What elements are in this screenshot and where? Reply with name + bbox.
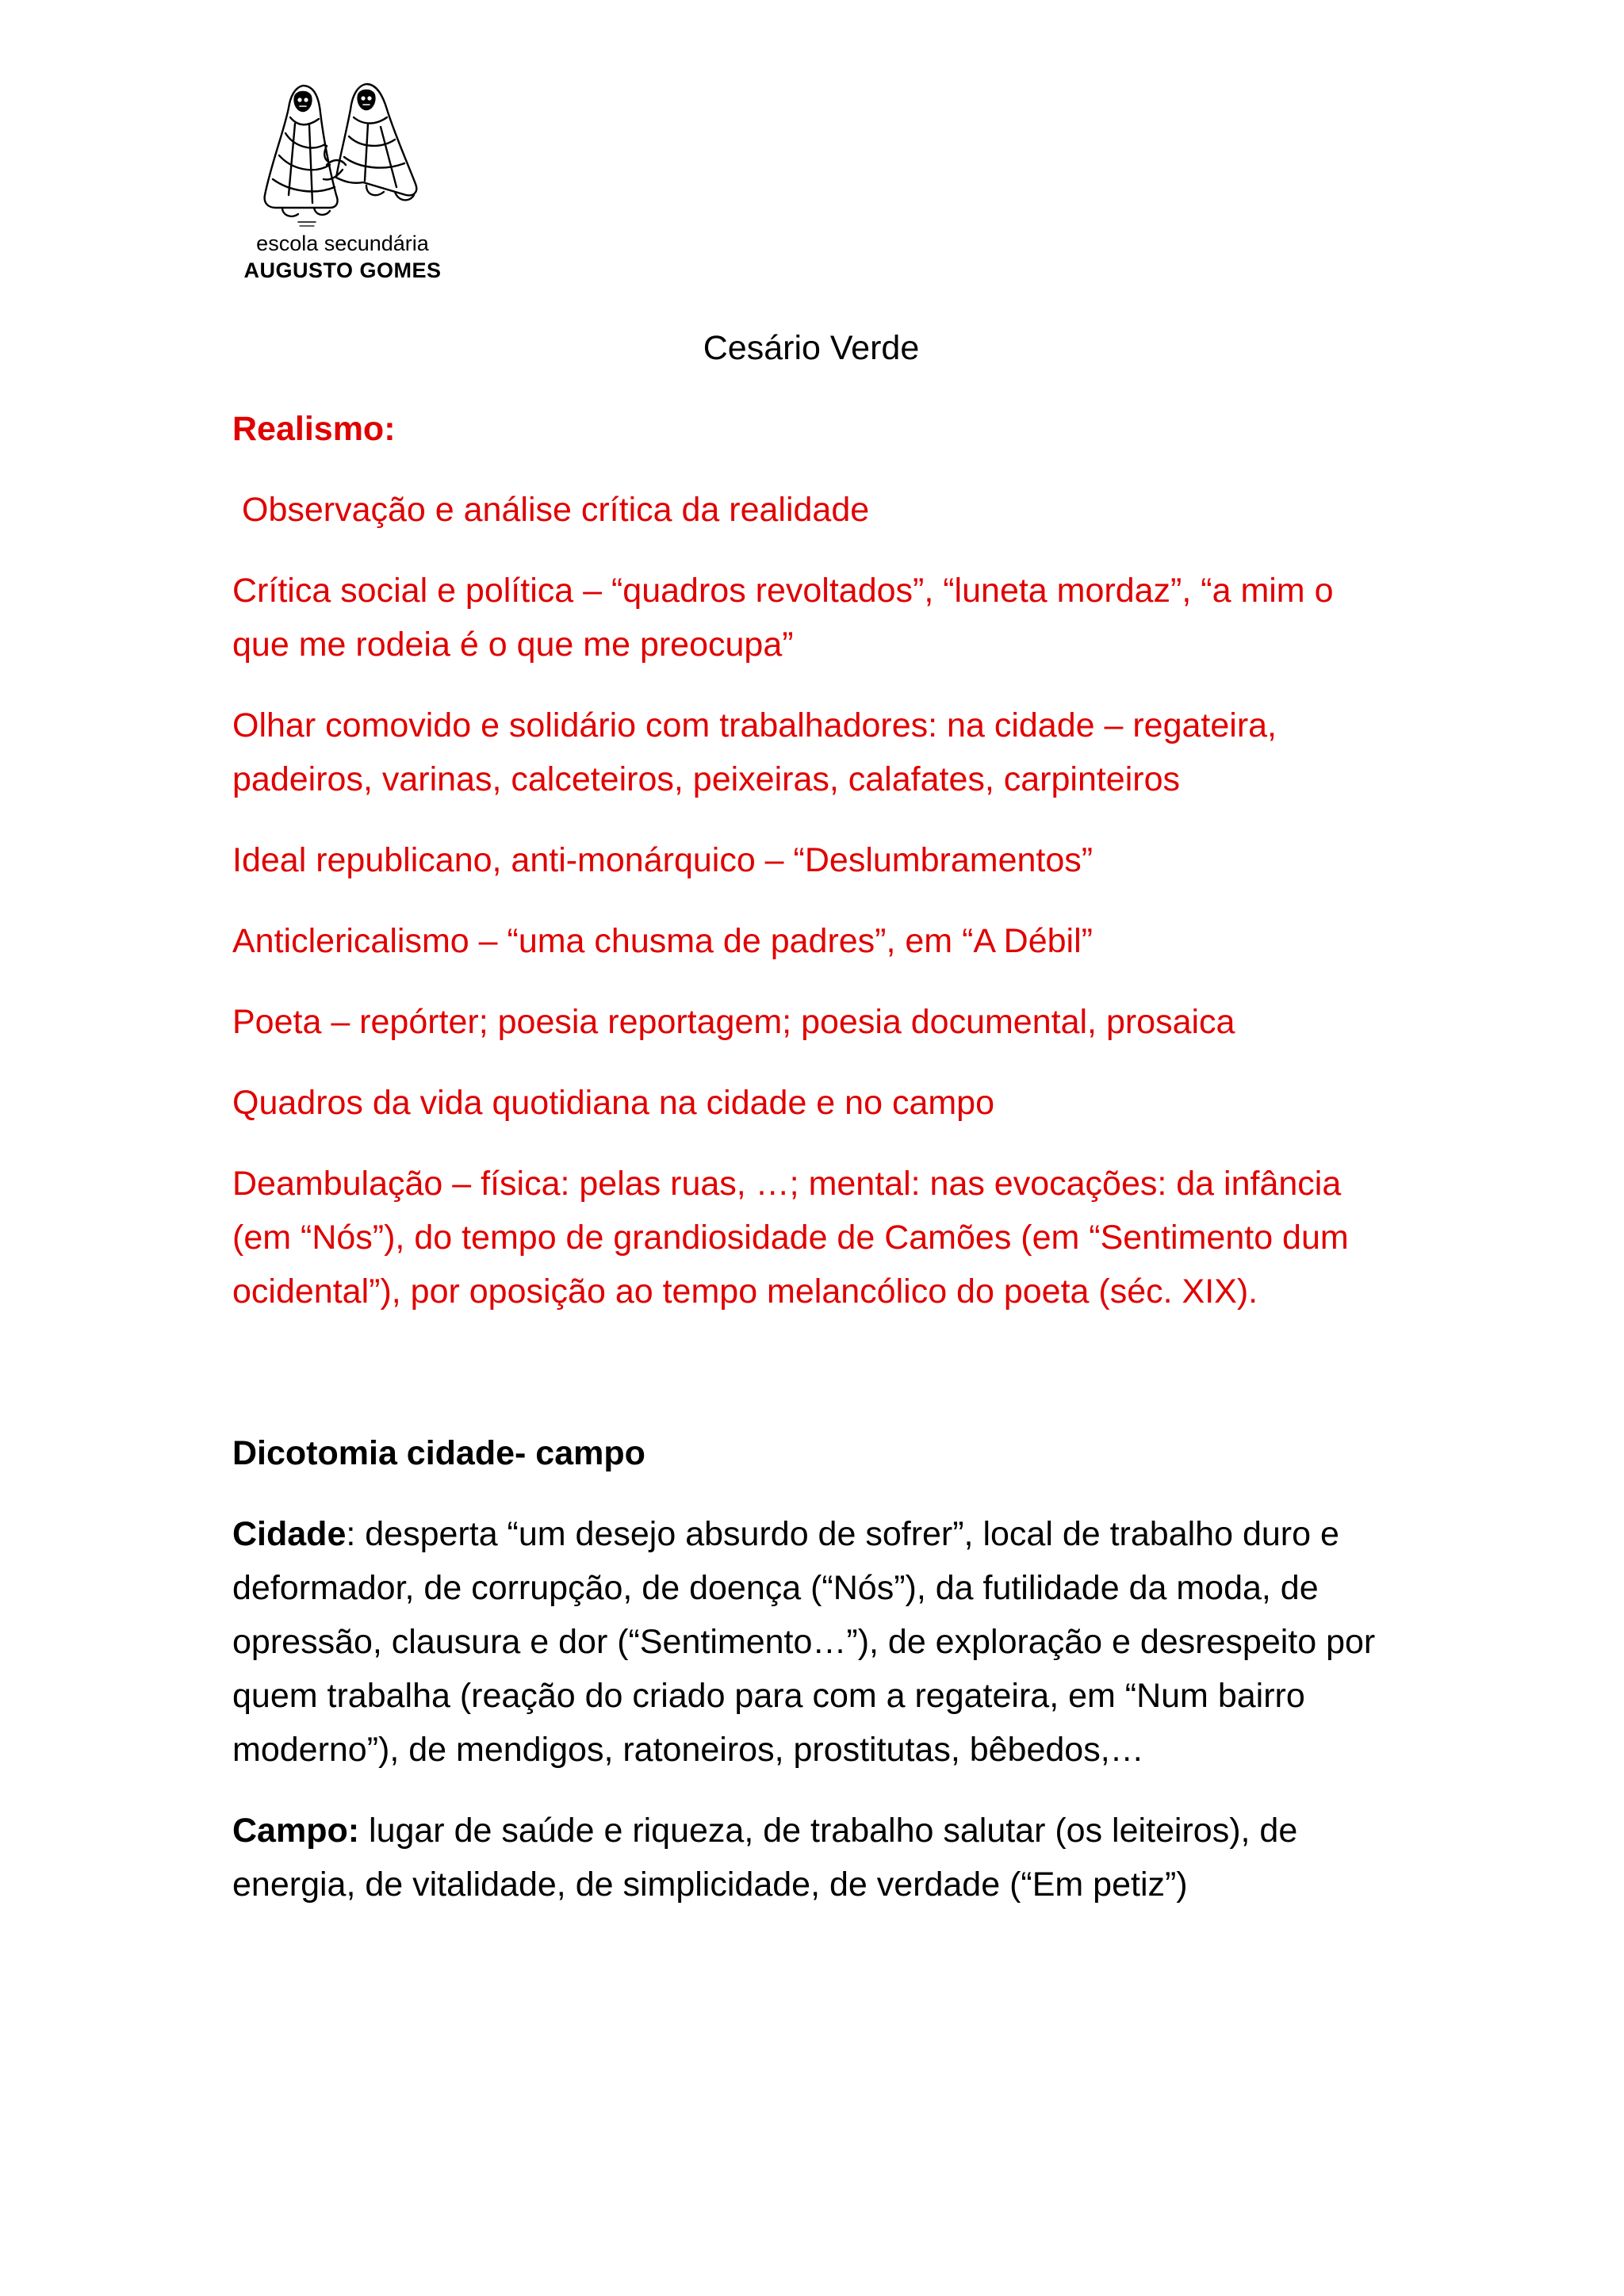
list-item: Observação e análise crítica da realidade bbox=[242, 491, 870, 529]
list-item: Olhar comovido e solidário com trabalhadores: na cidade – regateira, padeiros, varinas, calceteiros, peixeiras, calafates, carpinteiros bbox=[232, 706, 1277, 798]
list-item: Crítica social e política – “quadros revoltados”, “luneta mordaz”, “a mim o que me rodeia é o que me preocupa” bbox=[232, 572, 1334, 664]
school-logo-illustration bbox=[247, 76, 438, 235]
document-body bbox=[232, 321, 1398, 1938]
list-item: Quadros da vida quotidiana na cidade e no campo bbox=[232, 1084, 995, 1122]
cidade-label: Cidade bbox=[232, 1515, 347, 1553]
dicotomia-heading: Dicotomia cidade- campo bbox=[232, 1434, 645, 1472]
campo-paragraph bbox=[232, 1804, 1398, 1911]
page-title: Cesário Verde bbox=[703, 329, 920, 367]
list-item: Ideal republicano, anti-monárquico – “Deslumbramentos” bbox=[232, 841, 1094, 879]
logo-school-type: escola secundária bbox=[256, 232, 429, 255]
list-item: Deambulação – física: pelas ruas, …; mental: nas evocações: da infância (em “Nós”), do tempo de grandiosidade de Camões (em “Sentimento dum ocidental”), por oposição ao tempo melancólico do poeta (séc. XIX). bbox=[232, 1165, 1349, 1311]
campo-text: lugar de saúde e riqueza, de trabalho salutar (os leiteiros), de energia, de vitalidade, de simplicidade, de verdade (“Em petiz”) bbox=[232, 1812, 1298, 1904]
realismo-list bbox=[232, 483, 1398, 1318]
school-logo bbox=[232, 76, 454, 290]
realismo-heading: Realismo: bbox=[232, 410, 396, 448]
cidade-text: : desperta “um desejo absurdo de sofrer”, local de trabalho duro e deformador, de corrupção, de doença (“Nós”), da futilidade da moda, de opressão, clausura e dor (“Sentimento…”), de exploração e desrespeito por quem trabalha (reação do criado para com a regateira, em “Num bairro moderno”), de mendigos, ratoneiros, prostitutas, bêbedos,… bbox=[232, 1515, 1376, 1769]
logo-school-name: AUGUSTO GOMES bbox=[243, 258, 442, 282]
campo-label: Campo: bbox=[232, 1812, 360, 1850]
cidade-paragraph bbox=[232, 1507, 1398, 1777]
list-item: Anticlericalismo – “uma chusma de padres”, em “A Débil” bbox=[232, 922, 1093, 960]
list-item: Poeta – repórter; poesia reportagem; poesia documental, prosaica bbox=[232, 1003, 1235, 1041]
